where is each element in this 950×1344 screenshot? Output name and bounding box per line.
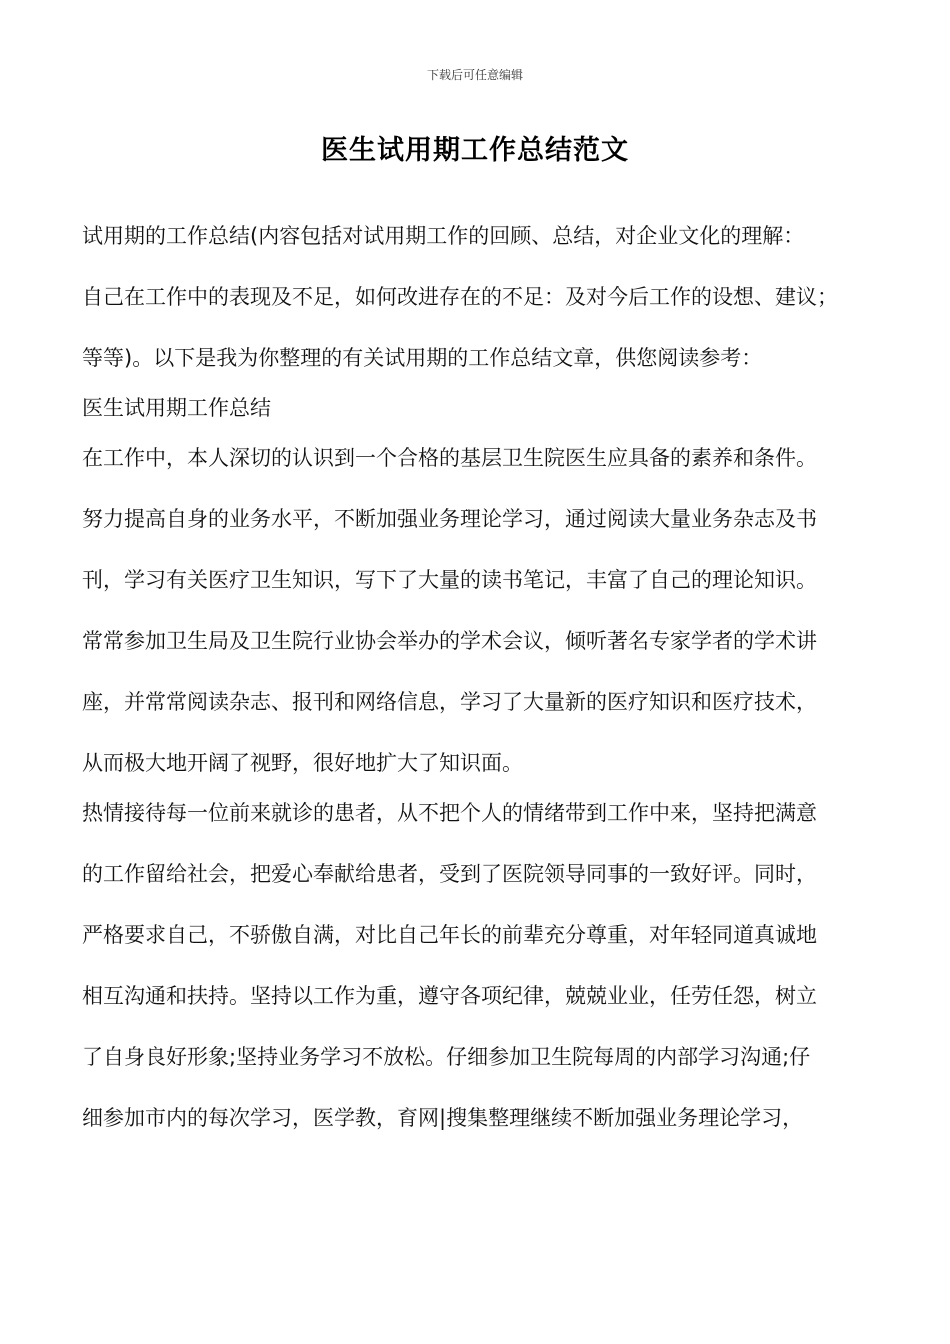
- header-note: 下载后可任意编辑: [426, 68, 523, 82]
- body-line: 细参加市内的每次学习，医学教，育网|搜集整理继续不断加强业务理论学习，: [82, 1106, 804, 1130]
- section-heading: 医生试用期工作总结: [82, 396, 271, 420]
- body-line: 了自身良好形象;坚持业务学习不放松。仔细参加卫生院每周的内部学习沟通;仔: [82, 1045, 811, 1069]
- body-line: 常常参加卫生局及卫生院行业协会举办的学术会议，倾听著名专家学者的学术讲: [82, 629, 817, 653]
- body-line: 从而极大地开阔了视野，很好地扩大了知识面。: [82, 751, 523, 775]
- body-line: 相互沟通和扶持。坚持以工作为重，遵守各项纪律，兢兢业业，任劳任怨，树立: [82, 984, 817, 1008]
- body-line: 刊，学习有关医疗卫生知识，写下了大量的读书笔记，丰富了自己的理论知识。: [82, 568, 817, 592]
- body-line: 等等)。以下是我为你整理的有关试用期的工作总结文章，供您阅读参考：: [82, 346, 763, 370]
- body-line: 努力提高自身的业务水平，不断加强业务理论学习，通过阅读大量业务杂志及书: [82, 507, 817, 531]
- document-title: 医生试用期工作总结范文: [321, 135, 629, 166]
- body-line: 严格要求自己，不骄傲自满，对比自己年长的前辈充分尊重，对年轻同道真诚地: [82, 923, 817, 947]
- body-line: 热情接待每一位前来就诊的患者，从不把个人的情绪带到工作中来，坚持把满意: [82, 801, 817, 825]
- body-line: 自己在工作中的表现及不足，如何改进存在的不足：及对今后工作的设想、建议；: [82, 285, 838, 309]
- body-line: 试用期的工作总结(内容包括对试用期工作的回顾、总结，对企业文化的理解：: [82, 224, 805, 248]
- document-body: [82, 220, 882, 1163]
- body-line: 在工作中，本人深切的认识到一个合格的基层卫生院医生应具备的素养和条件。: [82, 446, 817, 470]
- body-line: 座，并常常阅读杂志、报刊和网络信息，学习了大量新的医疗知识和医疗技术，: [82, 690, 817, 714]
- body-line: 的工作留给社会，把爱心奉献给患者，受到了医院领导同事的一致好评。同时，: [82, 862, 817, 886]
